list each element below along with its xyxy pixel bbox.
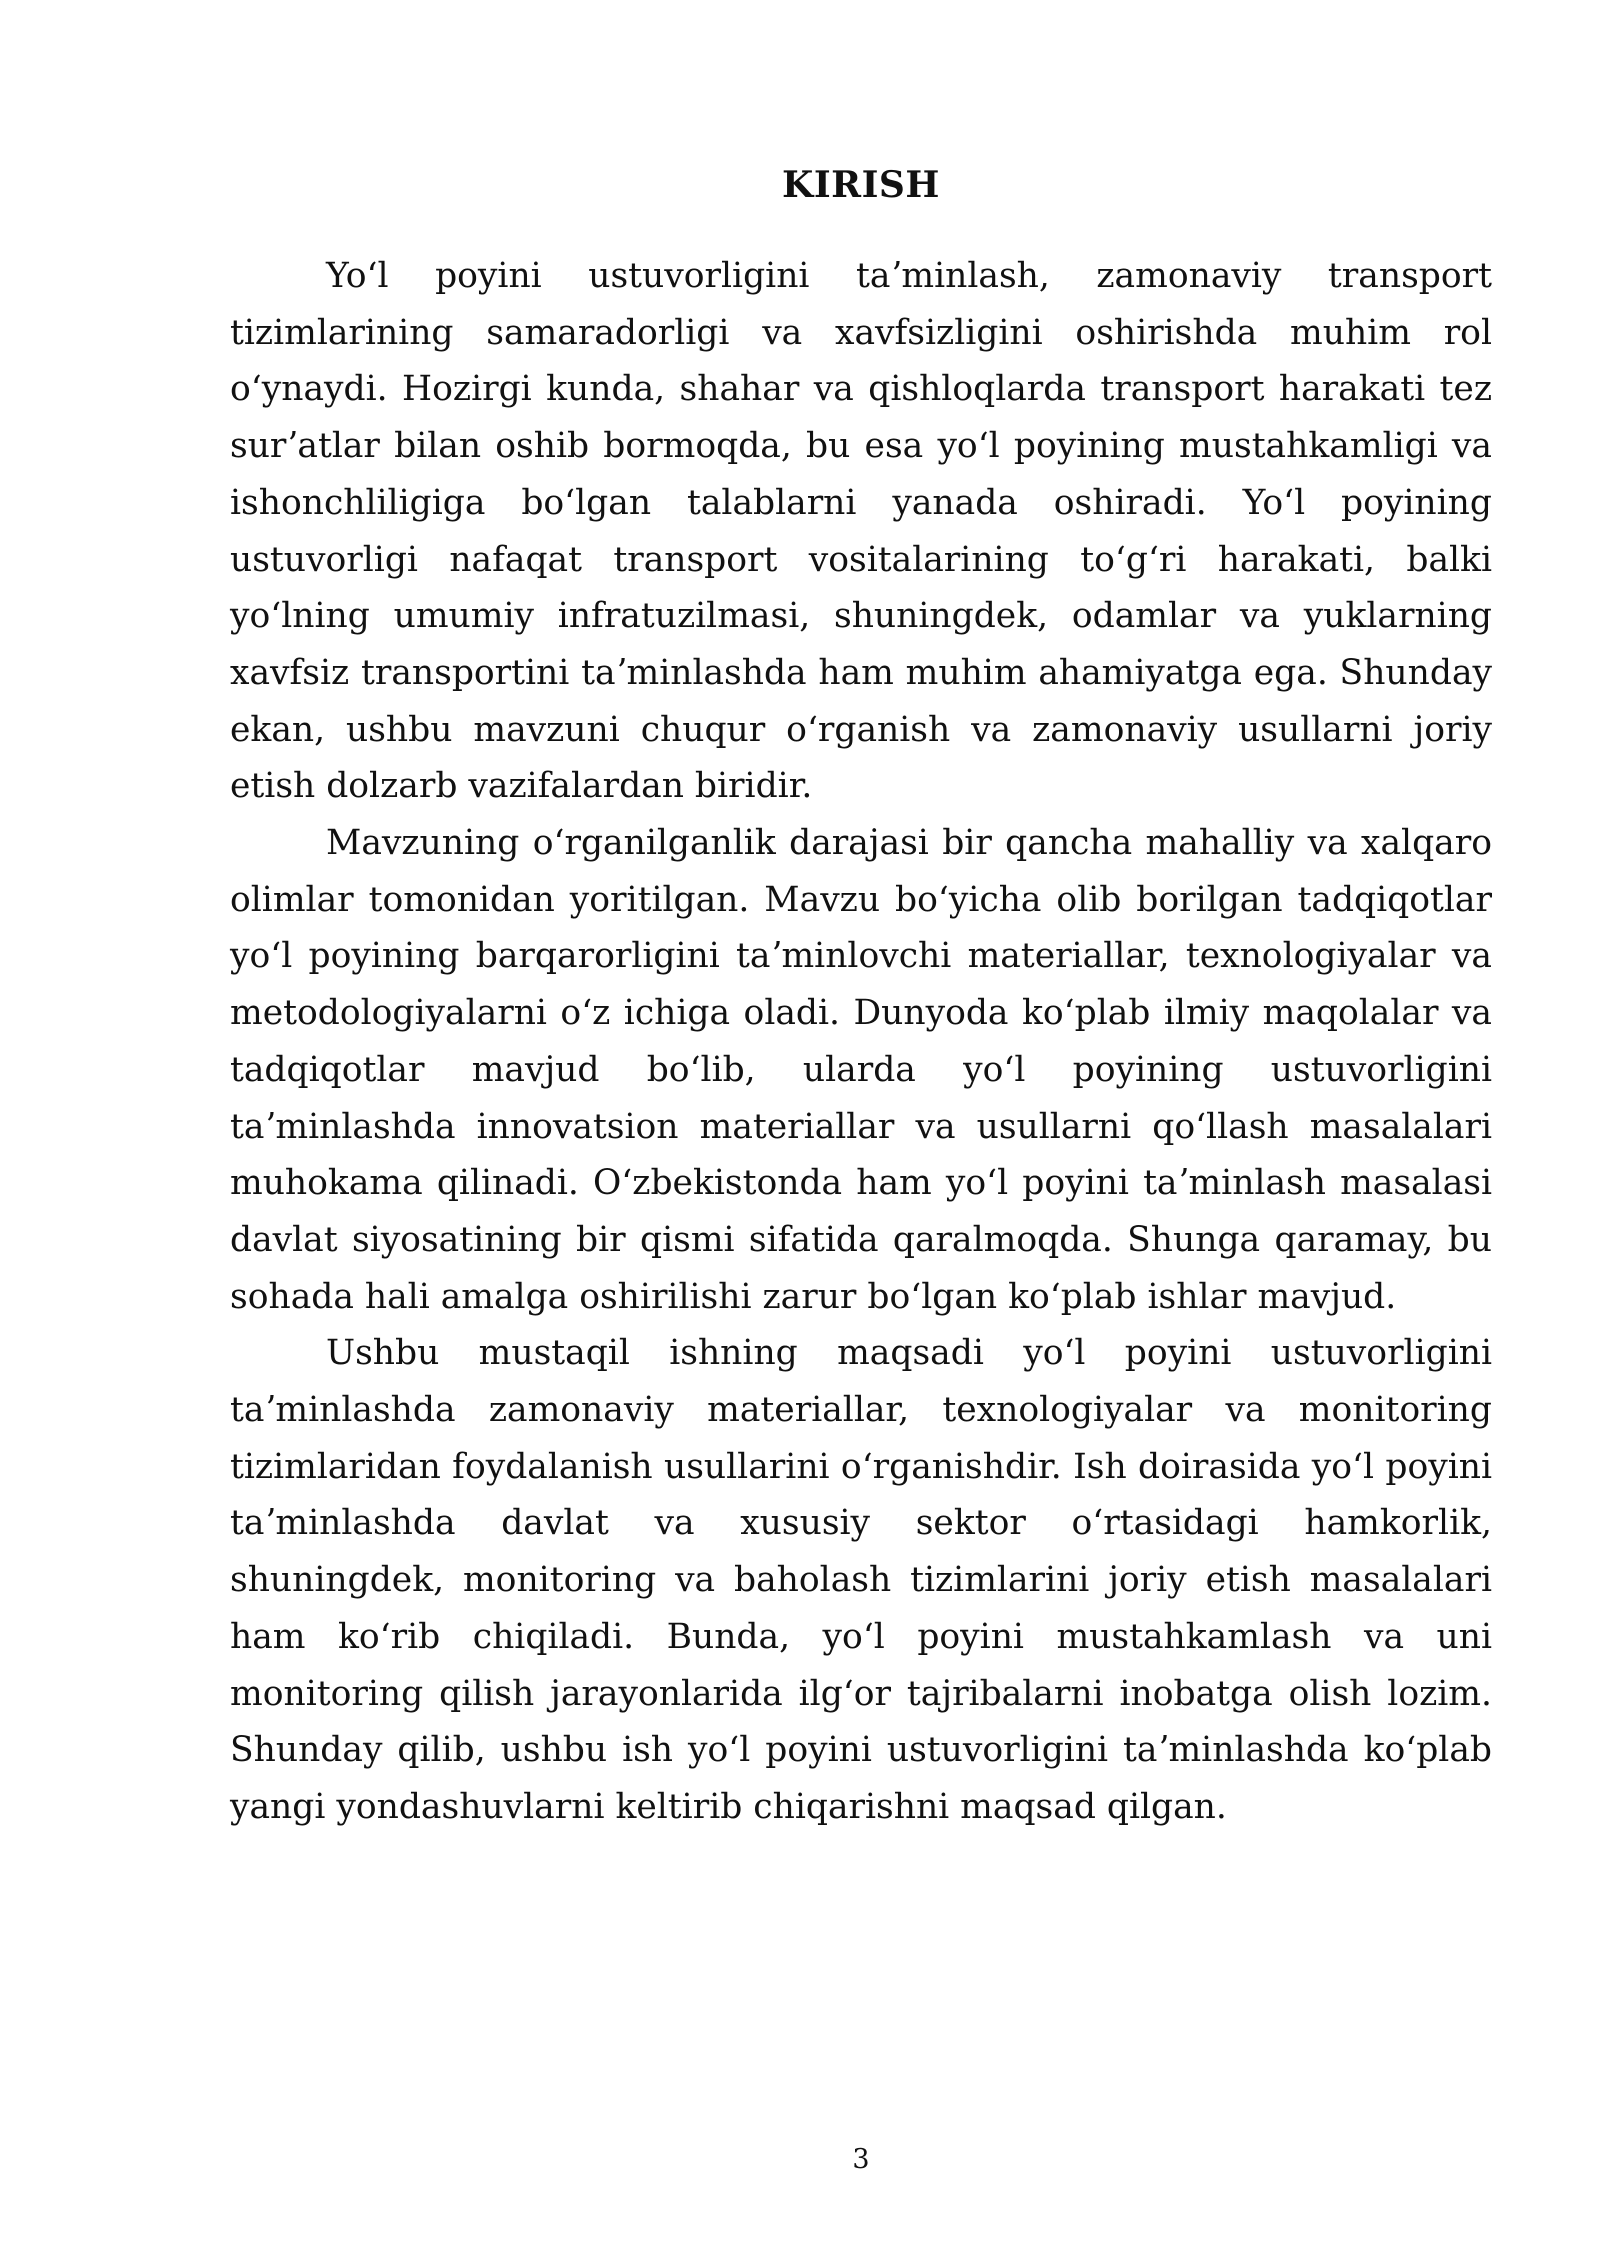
page-number: 3: [852, 2144, 870, 2175]
page-title: KIRISH: [782, 164, 940, 206]
document-page: [230, 0, 1492, 2262]
paragraph-research-status: Mavzuning oʻrganilganlik darajasi bir qancha mahalliy va xalqaro olimlar tomonidan yoritilgan. Mavzu boʻyicha olib borilgan tadqiqotlar yoʻl poyining barqarorligini taʼminlovchi materiallar, texnologiyalar va metodologiyalarni oʻz ichiga oladi. Dunyoda koʻplab ilmiy maqolalar va tadqiqotlar mavjud boʻlib, ularda yoʻl poyining ustuvorligini taʼminlashda innovatsion materiallar va usullarni qoʻllash masalalari muhokama qilinadi. Oʻzbekistonda ham yoʻl poyini taʼminlash masalasi davlat siyosatining bir qismi sifatida qaralmoqda. Shunga qaramay, bu sohada hali amalga oshirilishi zarur boʻlgan koʻplab ishlar mavjud.: [230, 823, 1492, 1317]
paragraph-introduction: Yoʻl poyini ustuvorligini taʼminlash, zamonaviy transport tizimlarining samaradorligi va xavfsizligini oshirishda muhim rol oʻynaydi. Hozirgi kunda, shahar va qishloqlarda transport harakati tez surʼatlar bilan oshib bormoqda, bu esa yoʻl poyining mustahkamligi va ishonchliligiga boʻlgan talablarni yanada oshiradi. Yoʻl poyining ustuvorligi nafaqat transport vositalarining toʻgʻri harakati, balki yoʻlning umumiy infratuzilmasi, shuningdek, odamlar va yuklarning xavfsiz transportini taʼminlashda ham muhim ahamiyatga ega. Shunday ekan, ushbu mavzuni chuqur oʻrganish va zamonaviy usullarni joriy etish dolzarb vazifalardan biridir.: [230, 256, 1492, 807]
document-body: [230, 248, 1492, 1836]
paragraph-objective: Ushbu mustaqil ishning maqsadi yoʻl poyini ustuvorligini taʼminlashda zamonaviy materiallar, texnologiyalar va monitoring tizimlaridan foydalanish usullarini oʻrganishdir. Ish doirasida yoʻl poyini taʼminlashda davlat va xususiy sektor oʻrtasidagi hamkorlik, shuningdek, monitoring va baholash tizimlarini joriy etish masalalari ham koʻrib chiqiladi. Bunda, yoʻl poyini mustahkamlash va uni monitoring qilish jarayonlarida ilgʻor tajribalarni inobatga olish lozim. Shunday qilib, ushbu ish yoʻl poyini ustuvorligini taʼminlashda koʻplab yangi yondashuvlarni keltirib chiqarishni maqsad qilgan.: [230, 1333, 1492, 1827]
